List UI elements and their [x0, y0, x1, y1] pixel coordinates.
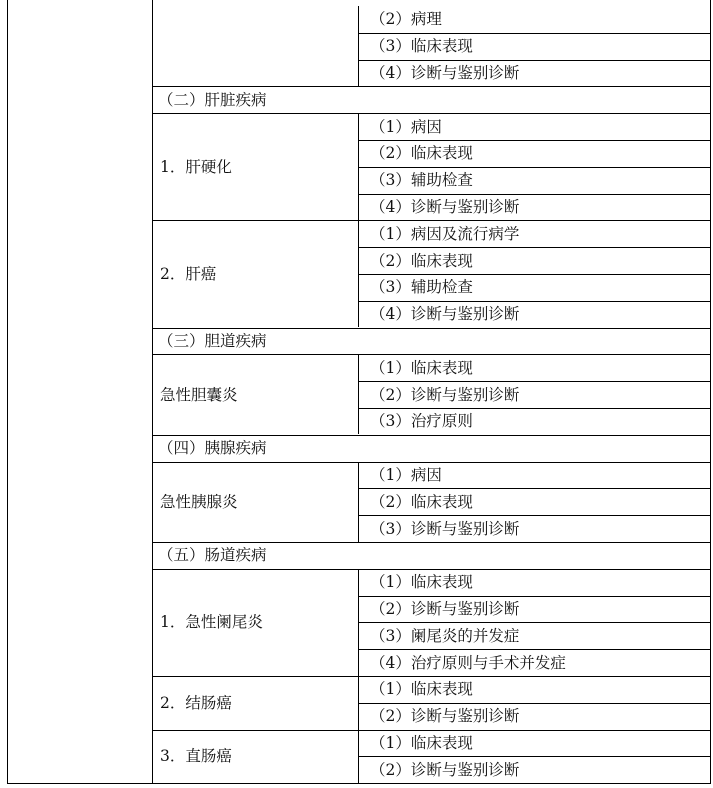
item-text: （4）诊断与鉴别诊断 — [370, 305, 520, 324]
item-text: （1）临床表现 — [370, 573, 473, 592]
topic-name: 2．肝癌 — [160, 265, 217, 283]
item-text: （3）诊断与鉴别诊断 — [370, 519, 520, 538]
item-row-rule — [358, 408, 710, 409]
item-row-rule — [358, 488, 710, 489]
item-text: （3）阑尾炎的并发症 — [370, 626, 520, 645]
column-divider-2 — [358, 354, 359, 434]
item-row-rule — [358, 622, 710, 623]
item-row-rule — [358, 60, 710, 61]
table-left-border — [7, 0, 8, 783]
section-heading: （四）胰腺疾病 — [158, 439, 267, 458]
item-text: （1）病因及流行病学 — [370, 224, 520, 243]
table-right-border — [710, 0, 711, 783]
item-text: （4）诊断与鉴别诊断 — [370, 64, 520, 82]
topic-name: 1．肝硬化 — [160, 157, 232, 176]
item-text: （3）辅助检查 — [370, 278, 473, 297]
item-text: （4）诊断与鉴别诊断 — [370, 198, 520, 216]
item-text: （2）临床表现 — [370, 144, 473, 163]
item-row-rule — [358, 247, 710, 248]
topic-block-rule — [152, 676, 710, 677]
column-divider-2 — [358, 730, 359, 784]
item-text: （2）病理 — [370, 10, 442, 29]
table-bottom-border — [7, 783, 711, 784]
topic-block-rule — [152, 462, 710, 463]
item-text: （2）临床表现 — [370, 251, 473, 270]
item-row-rule — [358, 274, 710, 275]
topic-block-rule — [152, 354, 710, 355]
heading-row-rule — [152, 435, 710, 436]
item-text: （1）临床表现 — [370, 358, 473, 377]
column-divider-2 — [358, 462, 359, 542]
item-row-rule — [358, 194, 710, 195]
topic-block-rule — [152, 569, 710, 570]
item-row-rule — [358, 703, 710, 704]
heading-row-rule — [152, 542, 710, 543]
item-text: （2）诊断与鉴别诊断 — [370, 760, 520, 779]
item-text: （2）临床表现 — [370, 492, 473, 511]
topic-block-rule — [152, 113, 710, 114]
item-row-rule — [358, 301, 710, 302]
column-divider-2 — [358, 6, 359, 86]
topic-name: 急性胆囊炎 — [160, 385, 238, 404]
section-heading: （二）肝脏疾病 — [158, 90, 267, 109]
item-row-rule — [358, 381, 710, 382]
item-row-rule — [358, 140, 710, 141]
topic-name: 1．急性阑尾炎 — [160, 613, 263, 632]
item-text: （2）诊断与鉴别诊断 — [370, 600, 520, 618]
item-text: （1）临床表现 — [370, 734, 473, 752]
topic-name: 急性胰腺炎 — [160, 492, 238, 511]
item-row-rule — [358, 33, 710, 34]
item-text: （3）临床表现 — [370, 37, 473, 56]
topic-block-rule — [152, 730, 710, 731]
item-text: （2）诊断与鉴别诊断 — [370, 385, 520, 404]
item-row-rule — [358, 515, 710, 516]
item-row-rule — [358, 167, 710, 168]
section-heading: （五）肠道疾病 — [158, 546, 267, 565]
topic-name: 2．结肠癌 — [160, 693, 232, 712]
item-text: （1）病因 — [370, 466, 442, 484]
heading-row-rule — [152, 86, 710, 87]
heading-row-rule — [152, 328, 710, 329]
item-row-rule — [358, 596, 710, 597]
item-text: （3）治疗原则 — [370, 412, 473, 431]
item-row-rule — [358, 649, 710, 650]
item-text: （2）诊断与鉴别诊断 — [370, 707, 520, 726]
item-text: （3）辅助检查 — [370, 171, 473, 190]
item-text: （4）治疗原则与手术并发症 — [370, 653, 566, 672]
column-divider-1 — [152, 0, 153, 783]
topic-block-rule — [152, 220, 710, 221]
item-text: （1）病因 — [370, 117, 442, 136]
topic-name: 3．直肠癌 — [160, 747, 232, 766]
section-heading: （三）胆道疾病 — [158, 332, 267, 350]
item-row-rule — [358, 756, 710, 757]
item-text: （1）临床表现 — [370, 680, 473, 699]
